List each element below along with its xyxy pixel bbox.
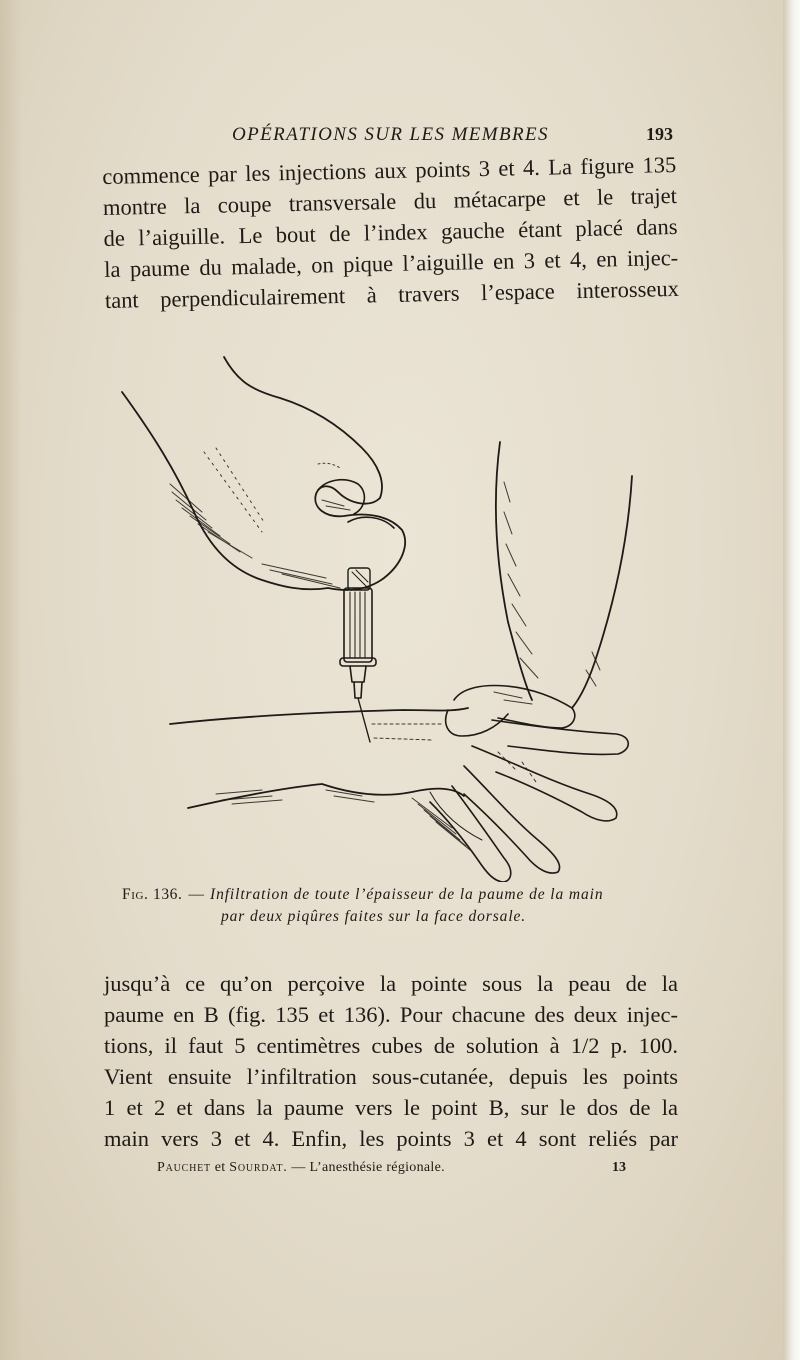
operator-hand-outline <box>122 357 405 590</box>
footer-dash: — <box>291 1160 306 1175</box>
text-line: paume en B (fig. 135 et 136). Pour chacune des deux injec- <box>104 1002 678 1027</box>
footer-book-title: L’anesthésie régionale. <box>309 1160 445 1175</box>
figure-number: Fig. 136. <box>122 886 183 903</box>
footer-citation <box>157 1160 445 1176</box>
patient-finger-index <box>492 720 628 754</box>
signature-number: 13 <box>612 1160 626 1175</box>
text-line: de l’aiguille. Le bout de l’index gauche étant placé dans <box>103 213 678 251</box>
text-line: Vient ensuite l’infiltration sous-cutanée, depuis les points <box>104 1064 678 1089</box>
patient-finger-ring <box>464 766 560 873</box>
paragraph-bottom <box>104 968 678 1154</box>
page-number: 193 <box>646 124 673 144</box>
assistant-arm-right <box>572 476 632 708</box>
page-footer <box>0 1160 800 1184</box>
assistant-arm-left <box>496 442 532 700</box>
patient-thumb <box>446 710 508 736</box>
figure-illustration <box>112 352 652 882</box>
text-line: jusqu’à ce qu’on perçoive la pointe sous la peau de la <box>104 971 678 996</box>
text-line: 1 et 2 et dans la paume vers le point B, sur le dos de la <box>104 1095 678 1120</box>
caption-line-2: par deux piqûres faites sur la face dorsale. <box>221 908 527 925</box>
page-edge <box>783 0 800 1360</box>
running-head <box>0 124 800 154</box>
assistant-hand <box>454 686 575 728</box>
figure-caption <box>122 884 682 928</box>
caption-line-1: Infiltration de toute l’épaisseur de la paume de la main <box>210 886 604 903</box>
footer-author-2: Sourdat. <box>229 1160 288 1175</box>
page-gutter-shadow <box>0 0 22 1360</box>
running-title: OPÉRATIONS SUR LES MEMBRES <box>232 124 549 145</box>
patient-hand-hatching <box>216 724 536 850</box>
text-line: la paume du malade, on pique l’aiguille en 3 et 4, en injec- <box>104 244 679 282</box>
syringe <box>340 568 376 742</box>
text-line: montre la coupe transversale du métacarpe et le trajet <box>102 182 678 220</box>
patient-forearm-bottom <box>188 784 464 808</box>
footer-conjunction: et <box>214 1160 226 1175</box>
text-line: commence par les injections aux points 3 et 4. La figure 135 <box>102 151 677 189</box>
assistant-arm-hatching <box>494 482 600 704</box>
paragraph-top <box>102 149 679 316</box>
hand-syringe-engraving <box>112 352 652 882</box>
text-line: tant perpendiculairement à travers l’espace interosseux <box>104 275 680 313</box>
text-line: main vers 3 et 4. Enfin, les points 3 et 4 sont reliés par <box>104 1126 678 1151</box>
footer-author-1: Pauchet <box>157 1160 211 1175</box>
patient-finger-middle <box>472 746 617 821</box>
patient-forearm-top <box>170 708 468 724</box>
caption-dash: — <box>188 886 205 903</box>
text-line: tions, il faut 5 centimètres cubes de solution à 1/2 p. 100. <box>104 1033 678 1058</box>
